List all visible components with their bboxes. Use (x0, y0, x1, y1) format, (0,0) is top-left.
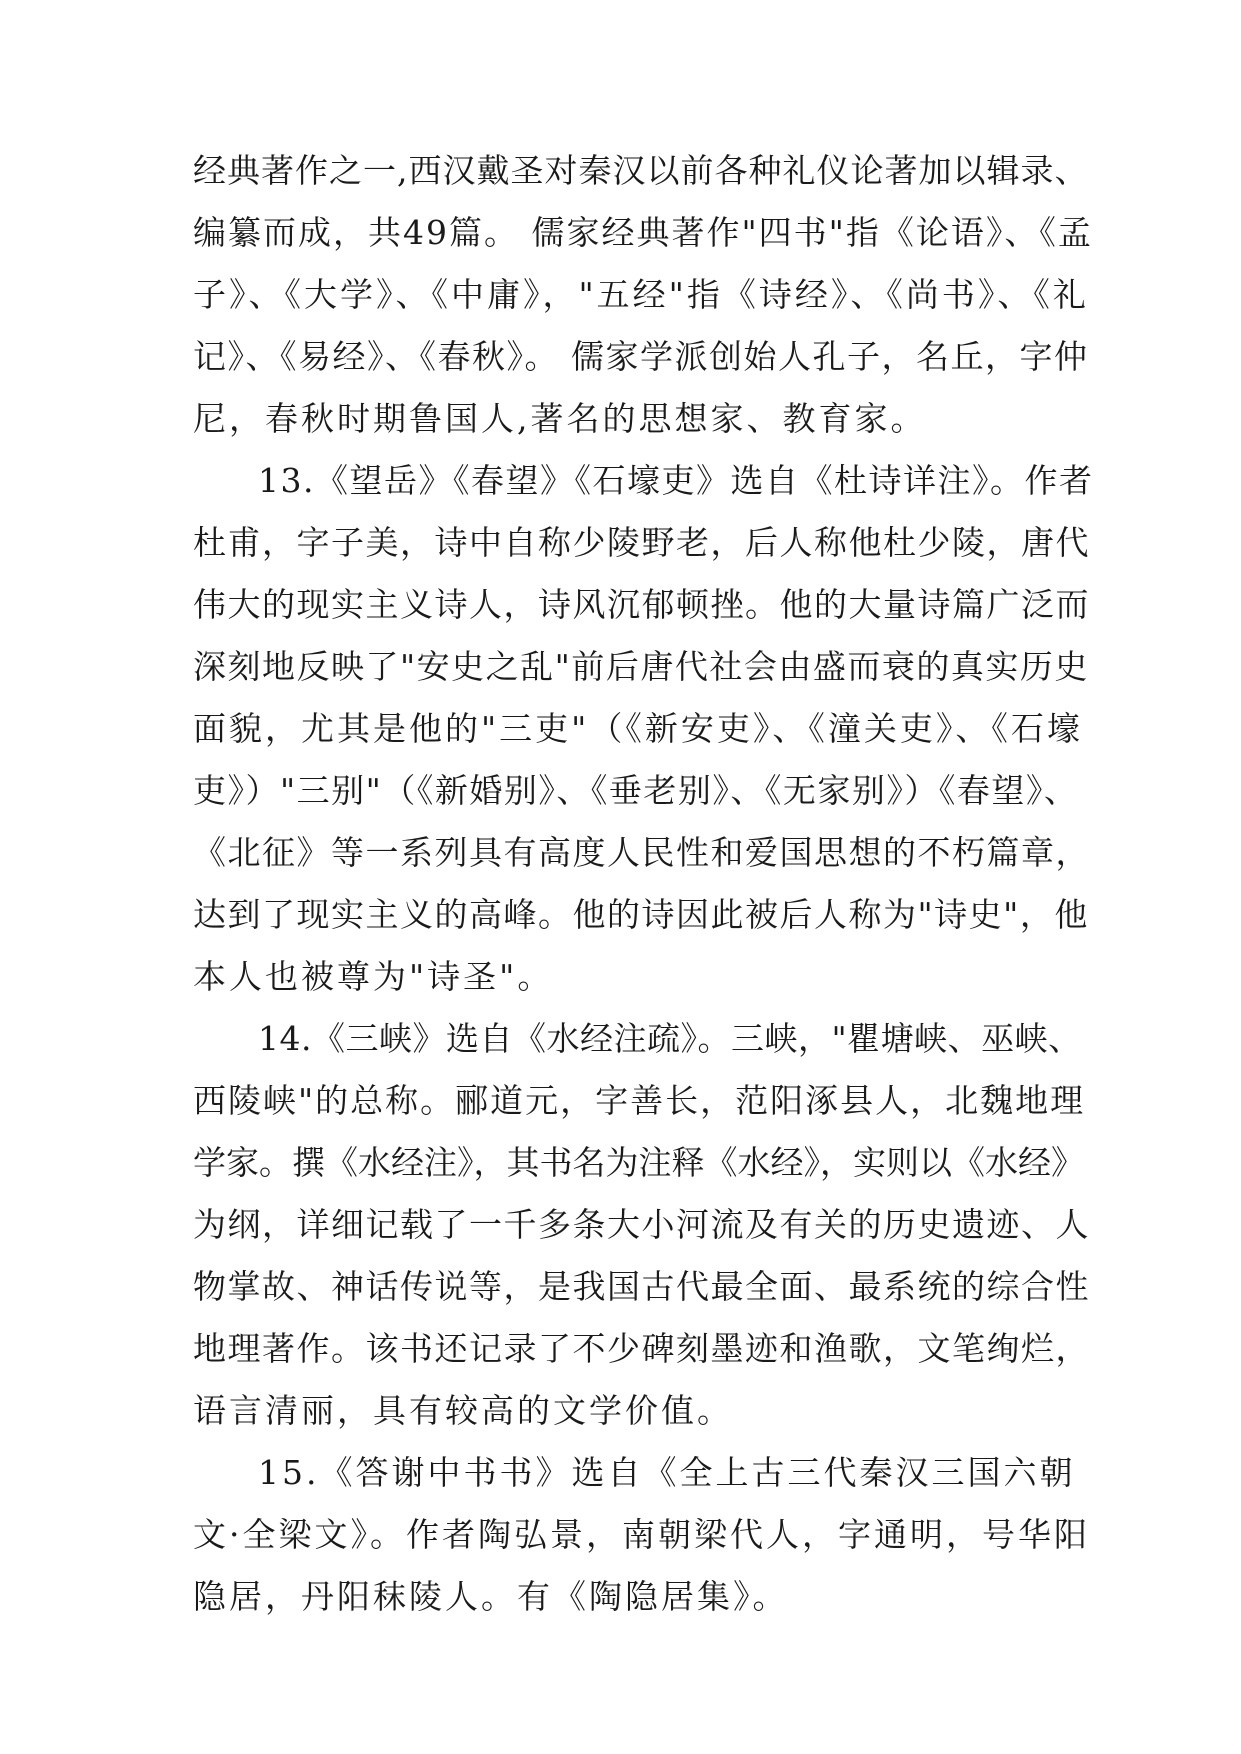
paragraph-start-13: 13.《望岳》《春望》《石壕吏》选自《杜诗详注》。作者 (258, 461, 1094, 500)
text-line: 深刻地反映了"安史之乱"前后唐代社会由盛而衰的真实历史 (193, 647, 1089, 686)
text-line: 《北征》等一系列具有高度人民性和爱国思想的不朽篇章， (193, 833, 1090, 872)
text-line: 杜甫，字子美，诗中自称少陵野老，后人称他杜少陵，唐代 (193, 523, 1090, 562)
text-line: 语言清丽，具有较高的文学价值。 (193, 1391, 733, 1430)
text-line: 学家。撰《水经注》，其书名为注释《水经》，实则以《水经》 (193, 1143, 1084, 1182)
text-line: 伟大的现实主义诗人，诗风沉郁顿挫。他的大量诗篇广泛而 (193, 585, 1090, 624)
text-line: 吏》）"三别"（《新婚别》、《垂老别》、《无家别》）《春望》、 (193, 771, 1079, 810)
paragraph-start-15: 15.《答谢中书书》选自《全上古三代秦汉三国六朝 (258, 1453, 1076, 1492)
text-line: 记》、《易经》、《春秋》。 儒家学派创始人孔子，名丘，字仲 (193, 337, 1089, 376)
text-line: 物掌故、神话传说等，是我国古代最全面、最系统的综合性 (193, 1267, 1090, 1306)
text-line: 隐居，丹阳秣陵人。有《陶隐居集》。 (193, 1577, 789, 1616)
text-line: 子》、《大学》、《中庸》，"五经"指《诗经》、《尚书》、《礼 (193, 275, 1089, 314)
text-line: 编纂而成，共49篇。 儒家经典著作"四书"指《论语》、《孟 (193, 213, 1093, 252)
paragraph-start-14: 14.《三峡》选自《水经注疏》。三峡，"瞿塘峡、巫峡、 (258, 1019, 1082, 1058)
text-line: 面貌，尤其是他的"三吏"（《新安吏》、《潼关吏》、《石壕 (193, 709, 1083, 748)
text-line: 文·全梁文》。作者陶弘景，南朝梁代人，字通明，号华阳 (193, 1515, 1090, 1554)
text-line: 地理著作。该书还记录了不少碑刻墨迹和渔歌，文笔绚烂， (193, 1329, 1090, 1368)
text-line: 本人也被尊为"诗圣"。 (193, 957, 554, 996)
text-line: 西陵峡"的总称。郦道元，字善长，范阳涿县人，北魏地理 (193, 1081, 1086, 1120)
text-line: 达到了现实主义的高峰。他的诗因此被后人称为"诗史"，他 (193, 895, 1089, 934)
text-line: 经典著作之一,西汉戴圣对秦汉以前各种礼仪论著加以辑录、 (193, 151, 1089, 190)
text-line: 尼，春秋时期鲁国人,著名的思想家、教育家。 (193, 399, 927, 438)
text-line: 为纲，详细记载了一千多条大小河流及有关的历史遗迹、人 (193, 1205, 1090, 1244)
